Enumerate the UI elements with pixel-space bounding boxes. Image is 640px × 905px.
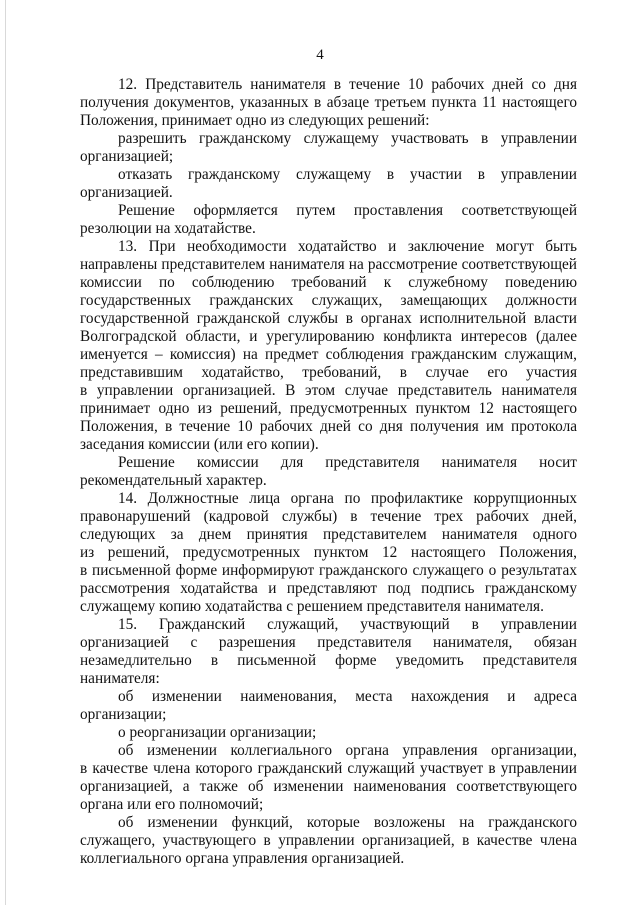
text-line: служащего, участвующего в управлении организацией, в качестве члена — [80, 832, 577, 849]
text-line: организацией. — [80, 184, 173, 201]
text-line: следующих за днем принятия представителем нанимателя одного — [80, 526, 577, 543]
text-line: резолюции на ходатайстве. — [80, 220, 256, 237]
paragraph — [80, 742, 577, 814]
paragraph — [80, 616, 577, 688]
document-text — [80, 76, 577, 868]
text-line: Решение комиссии для представителя нанимателя носит — [118, 454, 577, 471]
text-line: направлены представителем нанимателя на рассмотрение соответствующей — [80, 256, 577, 273]
text-line: 13. При необходимости ходатайство и заключение могут быть — [118, 238, 577, 255]
text-line: именуется – комиссия) на предмет соблюдения гражданским служащим, — [80, 346, 577, 363]
text-line: рекомендательный характер. — [80, 472, 267, 489]
text-line: об изменении наименования, места нахождения и адреса — [118, 688, 577, 705]
text-line: рассмотрения ходатайства и представляют под подпись гражданскому — [80, 580, 577, 597]
text-line: из решений, предусмотренных пунктом 12 настоящего Положения, — [80, 544, 577, 561]
paragraph — [80, 814, 577, 868]
text-line: незамедлительно в письменной форме уведомить представителя — [80, 652, 577, 669]
paragraph — [80, 454, 577, 490]
text-line: о реорганизации организации; — [118, 724, 317, 741]
text-line: 12. Представитель нанимателя в течение 10 рабочих дней со дня — [118, 76, 577, 93]
text-line: отказать гражданскому служащему в участии в управлении — [118, 166, 577, 183]
text-line: государственных гражданских служащих, замещающих должности — [80, 292, 577, 309]
paragraph — [80, 76, 577, 130]
text-line: организацией, а также об изменении наименования соответствующего — [80, 778, 577, 795]
text-line: коллегиального органа управления организацией. — [80, 850, 405, 867]
text-line: органа или его полномочий; — [80, 796, 264, 813]
text-line: разрешить гражданскому служащему участвовать в управлении — [118, 130, 577, 147]
text-line: в письменной форме информируют гражданского служащего о результатах — [80, 562, 577, 579]
text-line: об изменении коллегиального органа управления организации, — [118, 742, 577, 759]
text-line: в качестве члена которого гражданский служащий участвует в управлении — [80, 760, 577, 777]
scan-edge-line — [5, 0, 6, 905]
text-line: организации; — [80, 706, 167, 723]
paragraph — [80, 490, 577, 616]
text-line: организацией; — [80, 148, 174, 165]
text-line: представившим ходатайство, требований, в случае его участия — [80, 364, 577, 381]
text-line: 14. Должностные лица органа по профилактике коррупционных — [118, 490, 577, 507]
paragraph — [80, 202, 577, 238]
paragraph — [80, 238, 577, 454]
page-number: 4 — [316, 47, 324, 63]
text-line: Волгоградской области, и урегулированию конфликта интересов (далее — [80, 328, 577, 345]
text-line: принимает одно из решений, предусмотренных пунктом 12 настоящего — [80, 400, 577, 417]
text-line: Решение оформляется путем проставления соответствующей — [118, 202, 577, 219]
paragraph — [80, 130, 577, 166]
text-line: заседания комиссии (или его копии). — [80, 436, 319, 453]
paragraph — [80, 166, 577, 202]
paragraph — [80, 724, 577, 742]
text-line: комиссии по соблюдению требований к служебному поведению — [80, 274, 577, 291]
text-line: правонарушений (кадровой службы) в течение трех рабочих дней, — [80, 508, 577, 525]
text-line: служащему копию ходатайства с решением представителя нанимателя. — [80, 598, 544, 615]
text-line: организацией с разрешения представителя нанимателя, обязан — [80, 634, 577, 651]
text-line: Положения, принимает одно из следующих решений: — [80, 112, 430, 129]
text-line: 15. Гражданский служащий, участвующий в управлении — [118, 616, 577, 633]
text-line: получения документов, указанных в абзаце третьем пункта 11 настоящего — [80, 94, 577, 111]
paragraph — [80, 688, 577, 724]
text-line: в управлении организацией. В этом случае представитель нанимателя — [80, 382, 577, 399]
text-line: государственной гражданской службы в органах исполнительной власти — [80, 310, 577, 327]
text-line: об изменении функций, которые возложены на гражданского — [118, 814, 577, 831]
text-line: нанимателя: — [80, 670, 160, 687]
text-line: Положения, в течение 10 рабочих дней со дня получения им протокола — [80, 418, 577, 435]
